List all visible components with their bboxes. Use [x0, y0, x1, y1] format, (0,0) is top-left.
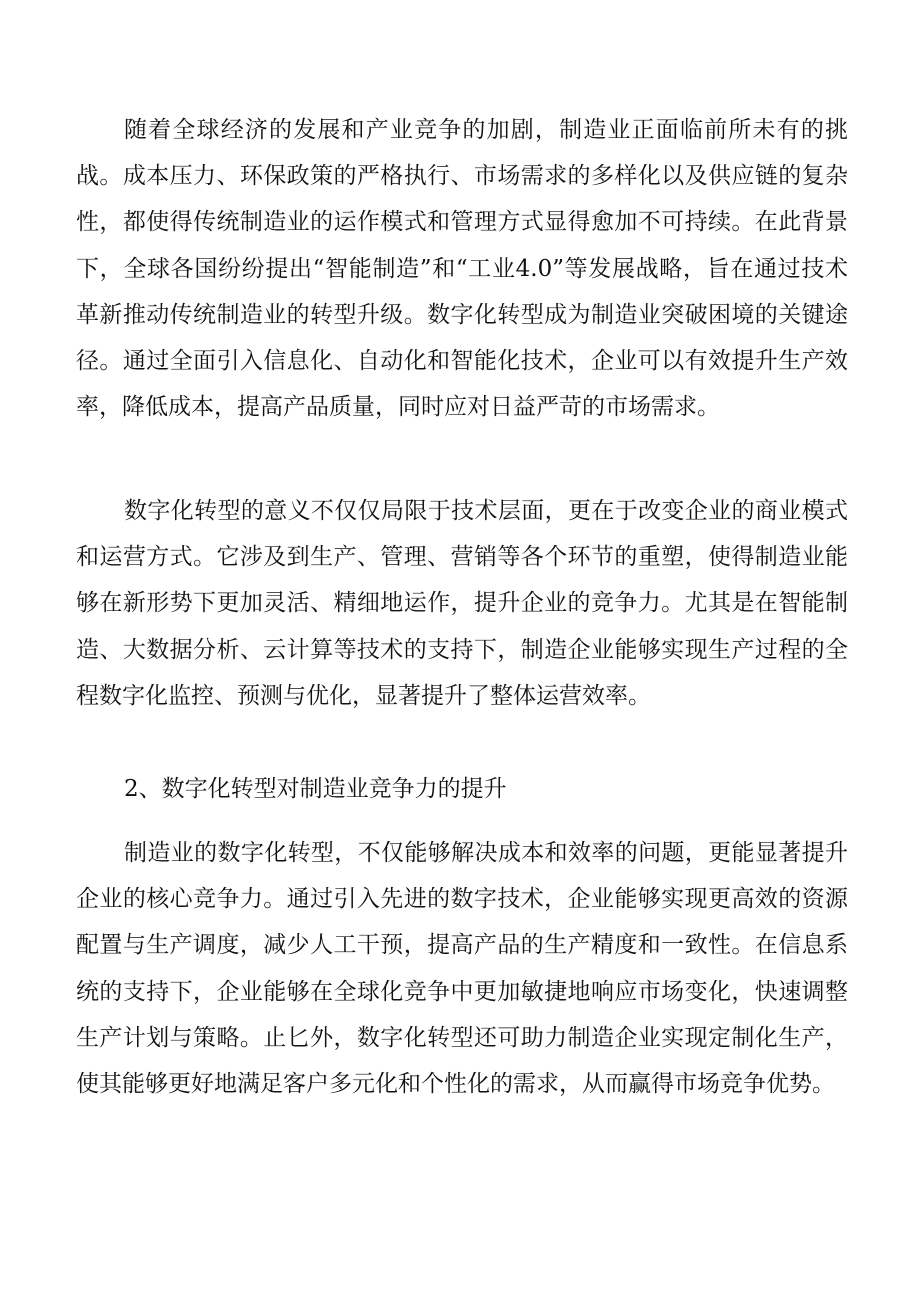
section-heading: 2、数字化转型对制造业竞争力的提升: [124, 776, 507, 802]
body-paragraph-1: 随着全球经济的发展和产业竞争的加剧，制造业正面临前所未有的挑战。成本压力、环保政策的严格执行、市场需求的多样化以及供应链的复杂性，都使得传统制造业的运作模式和管理方式显得愈加不可持续。在此背景下，全球各国纷纷提出“智能制造”和“工业4.0”等发展战略，旨在通过技术革新推动传统制造业的转型升级。数字化转型成为制造业突破困境的关键途径。通过全面引入信息化、自动化和智能化技术，企业可以有效提升生产效率，降低成本，提高产品质量，同时应对日益严苛的市场需求。: [76, 117, 848, 421]
section-paragraph: 制造业的数字化转型，不仅能够解决成本和效率的问题，更能显著提升企业的核心竞争力。通过引入先进的数字技术，企业能够实现更高效的资源配置与生产调度，减少人工干预，提高产品的生产精度和一致性。在信息系统的支持下，企业能够在全球化竞争中更加敏捷地响应市场变化，快速调整生产计划与策略。止匕外，数字化转型还可助力制造企业实现定制化生产，使其能够更好地满足客户多元化和个性化的需求，从而赢得市场竞争优势。: [76, 840, 848, 1098]
body-paragraph-2: 数字化转型的意义不仅仅局限于技术层面，更在于改变企业的商业模式和运营方式。它涉及到生产、管理、营销等各个环节的重塑，使得制造业能够在新形势下更加灵活、精细地运作，提升企业的竞争力。尤其是在智能制造、大数据分析、云计算等技术的支持下，制造企业能够实现生产过程的全程数字化监控、预测与优化，显著提升了整体运营效率。: [76, 498, 848, 709]
